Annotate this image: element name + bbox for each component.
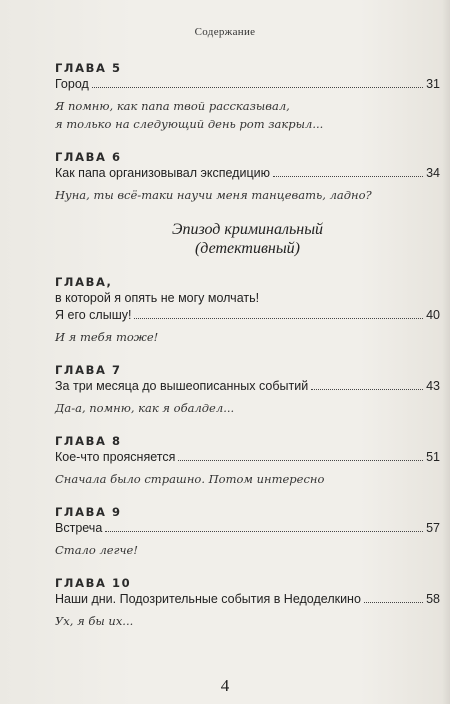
chapter-title: За три месяца до вышеописанных событий (55, 379, 309, 393)
chapter-title-row (55, 307, 440, 324)
toc-entry (55, 362, 440, 417)
chapter-epigraph (55, 328, 440, 346)
epigraph-line: я только на следующий день рот закрыл... (55, 117, 324, 131)
chapter-title: Я его слышу! (55, 308, 132, 322)
table-of-contents (55, 60, 440, 646)
chapter-title-row (55, 378, 440, 395)
chapter-title-row (55, 449, 440, 466)
page-number: 4 (220, 676, 230, 695)
dot-leader (134, 318, 423, 319)
epigraph-line: Ух, я бы их... (55, 614, 134, 628)
chapter-epigraph (55, 399, 440, 417)
chapter-label: ГЛАВА 6 (55, 150, 122, 164)
chapter-title-row (55, 165, 440, 182)
chapter-page-number: 51 (426, 450, 440, 464)
chapter-page-number: 40 (426, 308, 440, 322)
epigraph-line: Нуна, ты всё-таки научи меня танцевать, ладно? (55, 188, 372, 202)
running-title: Содержание (194, 26, 256, 38)
dot-leader (364, 602, 423, 603)
epigraph-line: Я помню, как папа твой рассказывал, (55, 99, 290, 113)
epigraph-line: И я тебя тоже! (55, 330, 159, 344)
chapter-label: ГЛАВА 8 (55, 434, 122, 448)
toc-entry (55, 149, 440, 204)
chapter-title-row (55, 520, 440, 537)
chapter-epigraph (55, 541, 440, 559)
chapter-epigraph (55, 612, 440, 630)
chapter-epigraph (55, 186, 440, 204)
episode-title-line-2: (детективный) (194, 240, 301, 257)
chapter-title: Город (55, 77, 89, 91)
chapter-page-number: 34 (426, 166, 440, 180)
chapter-title: Встреча (55, 521, 103, 535)
chapter-label: ГЛАВА, (55, 275, 113, 289)
chapter-title: Кое-что проясняется (55, 450, 176, 464)
chapter-title: Как папа организовывал экспедицию (55, 166, 270, 180)
episode-title-line-1: Эпизод криминальный (171, 221, 324, 238)
chapter-label: ГЛАВА 9 (55, 505, 122, 519)
dot-leader (178, 460, 423, 461)
chapter-label: ГЛАВА 7 (55, 363, 122, 377)
chapter-page-number: 57 (426, 521, 440, 535)
toc-section-after-episode (55, 274, 440, 630)
toc-entry (55, 575, 440, 630)
chapter-label: ГЛАВА 10 (55, 576, 132, 590)
chapter-page-number: 31 (426, 77, 440, 91)
dot-leader (311, 389, 423, 390)
chapter-epigraph (55, 97, 440, 133)
toc-entry (55, 504, 440, 559)
chapter-label: ГЛАВА 5 (55, 61, 122, 75)
episode-heading (55, 220, 440, 258)
dot-leader (273, 176, 423, 177)
toc-entry (55, 60, 440, 133)
chapter-page-number: 43 (426, 379, 440, 393)
epigraph-line: Стало легче! (55, 543, 138, 557)
dot-leader (105, 531, 423, 532)
page-edge-shadow (442, 0, 450, 704)
dot-leader (92, 87, 423, 88)
toc-entry (55, 274, 440, 346)
chapter-title-row (55, 76, 440, 93)
toc-section-before-episode (55, 60, 440, 204)
chapter-title-line: в которой я опять не могу молчать! (55, 291, 260, 305)
chapter-title-row (55, 591, 440, 608)
chapter-page-number: 58 (426, 592, 440, 606)
chapter-epigraph (55, 470, 440, 488)
toc-entry (55, 433, 440, 488)
epigraph-line: Да-а, помню, как я обалдел... (55, 401, 235, 415)
chapter-title: Наши дни. Подозрительные события в Недоделкино (55, 592, 361, 606)
epigraph-line: Сначала было страшно. Потом интересно (55, 472, 325, 486)
